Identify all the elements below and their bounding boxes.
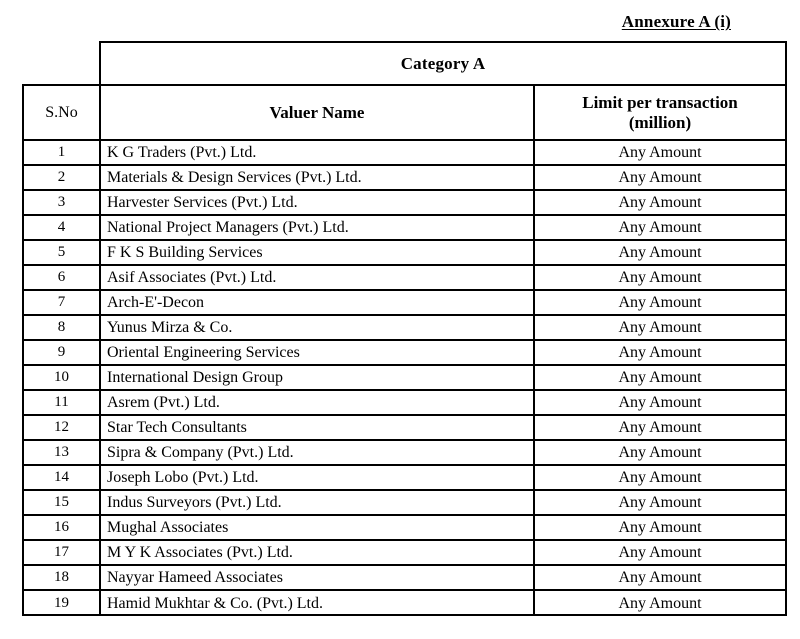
cell-valuer-name: F K S Building Services	[101, 241, 535, 264]
column-header-limit	[535, 86, 785, 139]
table-row	[24, 391, 785, 416]
cell-valuer-name: Harvester Services (Pvt.) Ltd.	[101, 191, 535, 214]
cell-limit: Any Amount	[618, 168, 702, 186]
cell-sno: 7	[24, 291, 101, 314]
cell-limit: Any Amount	[618, 568, 702, 586]
cell-limit: Any Amount	[618, 243, 702, 261]
cell-limit: Any Amount	[618, 143, 702, 161]
cell-limit: Any Amount	[618, 193, 702, 211]
cell-limit: Any Amount	[618, 518, 702, 536]
cell-valuer-name: Nayyar Hameed Associates	[101, 566, 535, 589]
cell-limit: Any Amount	[618, 218, 702, 236]
table-row	[24, 466, 785, 491]
table-row	[24, 416, 785, 441]
cell-sno: 5	[24, 241, 101, 264]
cell-valuer-name: Joseph Lobo (Pvt.) Ltd.	[101, 466, 535, 489]
table-body	[24, 141, 785, 616]
cell-limit: Any Amount	[618, 343, 702, 361]
cell-valuer-name: International Design Group	[101, 366, 535, 389]
cell-valuer-name: M Y K Associates (Pvt.) Ltd.	[101, 541, 535, 564]
cell-valuer-name: Hamid Mukhtar & Co. (Pvt.) Ltd.	[101, 591, 535, 616]
cell-sno: 16	[24, 516, 101, 539]
cell-sno: 8	[24, 316, 101, 339]
cell-sno: 10	[24, 366, 101, 389]
cell-sno: 17	[24, 541, 101, 564]
table-row	[24, 266, 785, 291]
cell-sno: 19	[24, 591, 101, 616]
cell-limit: Any Amount	[618, 443, 702, 461]
cell-limit: Any Amount	[618, 543, 702, 561]
cell-valuer-name: Mughal Associates	[101, 516, 535, 539]
table-row	[24, 291, 785, 316]
table-row	[24, 141, 785, 166]
table-row	[24, 191, 785, 216]
cell-sno: 6	[24, 266, 101, 289]
cell-valuer-name: Yunus Mirza & Co.	[101, 316, 535, 339]
table-row	[24, 541, 785, 566]
cell-sno: 11	[24, 391, 101, 414]
cell-limit: Any Amount	[618, 594, 702, 612]
column-header-valuer-name: Valuer Name	[101, 86, 535, 139]
cell-limit: Any Amount	[618, 293, 702, 311]
cell-sno: 14	[24, 466, 101, 489]
cell-valuer-name: Sipra & Company (Pvt.) Ltd.	[101, 441, 535, 464]
category-banner-row	[99, 41, 787, 86]
annexure-heading	[0, 12, 731, 32]
valuers-table	[22, 41, 787, 616]
cell-limit: Any Amount	[618, 268, 702, 286]
cell-sno: 3	[24, 191, 101, 214]
table-row	[24, 316, 785, 341]
cell-sno: 2	[24, 166, 101, 189]
cell-valuer-name: Star Tech Consultants	[101, 416, 535, 439]
cell-valuer-name: Materials & Design Services (Pvt.) Ltd.	[101, 166, 535, 189]
table-row	[24, 516, 785, 541]
table-row	[24, 341, 785, 366]
cell-limit: Any Amount	[618, 368, 702, 386]
cell-sno: 1	[24, 141, 101, 164]
table-header-row	[24, 86, 785, 141]
table-row	[24, 366, 785, 391]
cell-sno: 4	[24, 216, 101, 239]
cell-limit: Any Amount	[618, 468, 702, 486]
cell-valuer-name: National Project Managers (Pvt.) Ltd.	[101, 216, 535, 239]
cell-valuer-name: Oriental Engineering Services	[101, 341, 535, 364]
cell-valuer-name: Asif Associates (Pvt.) Ltd.	[101, 266, 535, 289]
cell-limit: Any Amount	[618, 393, 702, 411]
cell-valuer-name: K G Traders (Pvt.) Ltd.	[101, 141, 535, 164]
cell-sno: 13	[24, 441, 101, 464]
cell-valuer-name: Asrem (Pvt.) Ltd.	[101, 391, 535, 414]
cell-sno: 9	[24, 341, 101, 364]
annexure-heading-text: Annexure A (i)	[621, 12, 731, 31]
cell-valuer-name: Arch-E'-Decon	[101, 291, 535, 314]
cell-limit: Any Amount	[618, 318, 702, 336]
cell-sno: 15	[24, 491, 101, 514]
table-row	[24, 566, 785, 591]
table-grid	[22, 86, 787, 616]
cell-sno: 12	[24, 416, 101, 439]
table-row	[24, 441, 785, 466]
column-header-limit-line2: (million)	[628, 112, 692, 132]
table-row	[24, 216, 785, 241]
table-row	[24, 491, 785, 516]
table-row	[24, 166, 785, 191]
cell-limit: Any Amount	[618, 418, 702, 436]
cell-sno: 18	[24, 566, 101, 589]
cell-valuer-name: Indus Surveyors (Pvt.) Ltd.	[101, 491, 535, 514]
table-row	[24, 241, 785, 266]
column-header-sno: S.No	[24, 86, 101, 139]
cell-limit: Any Amount	[618, 493, 702, 511]
category-banner-label: Category A	[400, 53, 486, 73]
table-row	[24, 591, 785, 616]
column-header-limit-line1: Limit per transaction	[582, 93, 738, 113]
